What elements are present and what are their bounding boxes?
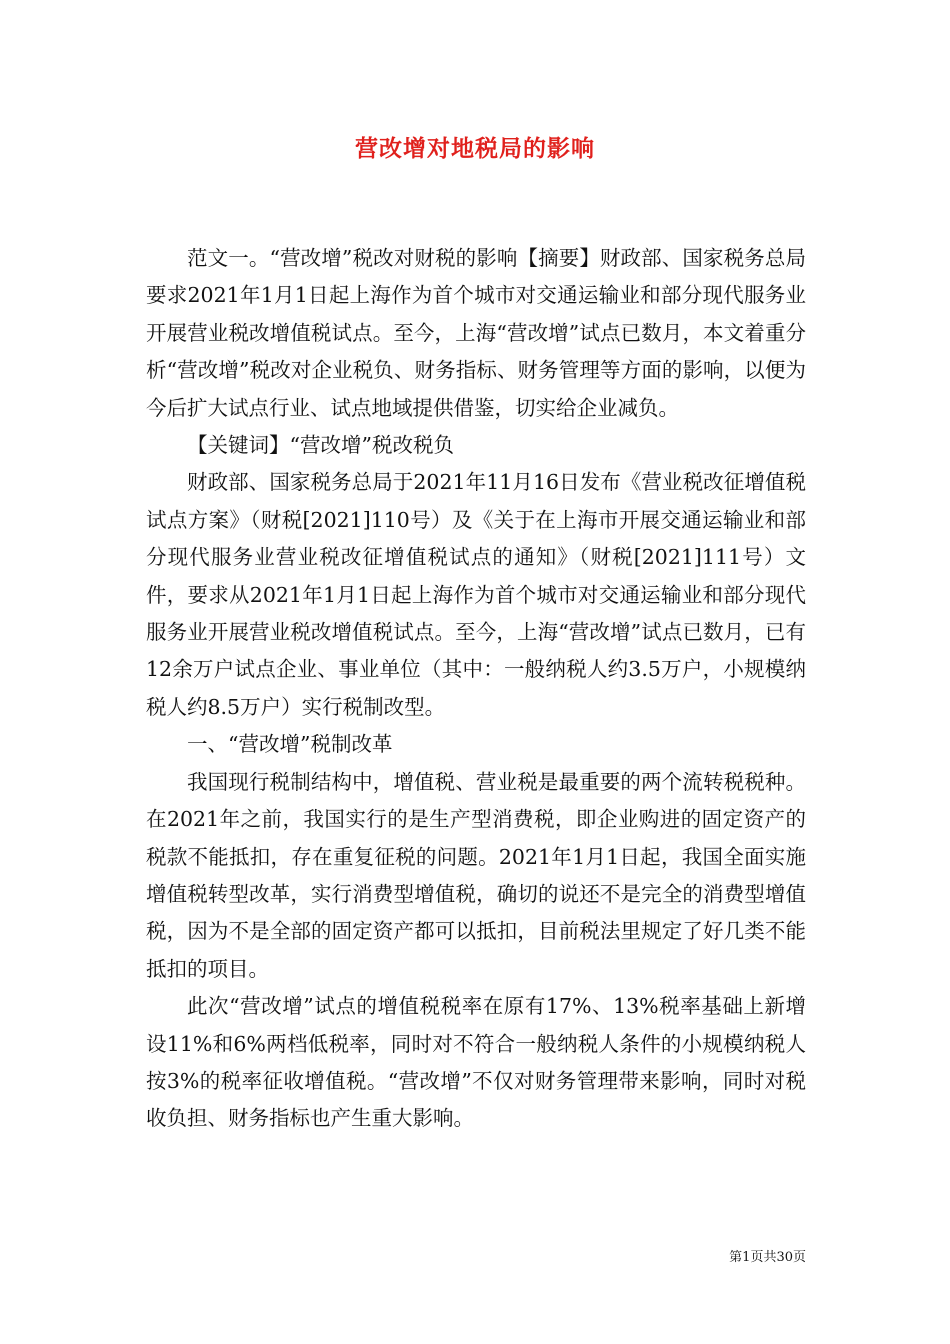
paragraph-abstract: 范文一。“营改增”税改对财税的影响【摘要】财政部、国家税务总局要求2021年1月1日起上海作为首个城市对交通运输业和部分现代服务业开展营业税改增值税试点。至今，上海“营改增”试点已数月，本文着重分析“营改增”税改对企业税负、财务指标、财务管理等方面的影响，以便为今后扩大试点行业、试点地域提供借鉴，切实给企业减负。 [146,246,806,420]
paragraph-background: 财政部、国家税务总局于2021年11月16日发布《营业税改征增值税试点方案》（财税[2021]110号）及《关于在上海市开展交通运输业和部分现代服务业营业税改征增值税试点的通知》（财税[2021]111号）文件，要求从2021年1月1日起上海作为首个城市对交通运输业和部分现代服务业开展营业税改增值税试点。至今，上海“营改增”试点已数月，已有12余万户试点企业、事业单位（其中：一般纳税人约3.5万户，小规模纳税人约8.5万户）实行税制改型。 [146,470,806,719]
paragraph-tax-rates: 此次“营改增”试点的增值税税率在原有17%、13%税率基础上新增设11%和6%两档低税率，同时对不符合一般纳税人条件的小规模纳税人按3%的税率征收增值税。“营改增”不仅对财务管理带来影响，同时对税收负担、财务指标也产生重大影响。 [146,994,806,1131]
section-heading: 一、“营改增”税制改革 [187,732,393,757]
document-title: 营改增对地税局的影响 [355,135,595,162]
paragraph-keywords: 【关键词】“营改增”税改税负 [187,433,454,458]
document-body [146,240,806,1138]
paragraph-tax-structure: 我国现行税制结构中，增值税、营业税是最重要的两个流转税税种。在2021年之前，我国实行的是生产型消费税，即企业购进的固定资产的税款不能抵扣，存在重复征税的问题。2021年1月1日起，我国全面实施增值税转型改革，实行消费型增值税，确切的说还不是完全的消费型增值税，因为不是全部的固定资产都可以抵扣，目前税法里规定了好几类不能抵扣的项目。 [146,769,806,981]
page-number: 第1页共30页 [729,1250,806,1265]
